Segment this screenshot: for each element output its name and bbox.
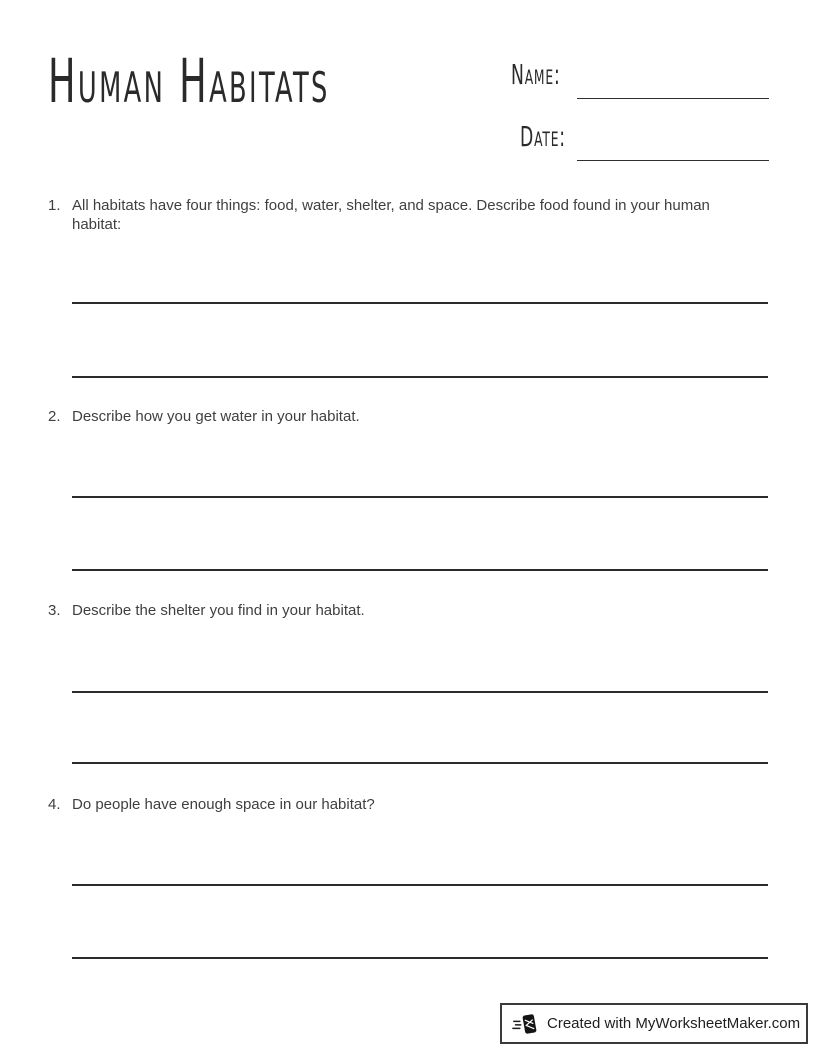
question-2-text: Describe how you get water in your habitat. (72, 408, 360, 425)
page-title: Human Habitats (48, 46, 330, 118)
question-4-answer-line-1[interactable] (72, 884, 768, 886)
question-2-answer-line-2[interactable] (72, 569, 768, 571)
question-3-answer-line-1[interactable] (72, 691, 768, 693)
question-2 (48, 407, 730, 426)
question-4-answer-line-2[interactable] (72, 957, 768, 959)
date-input-line[interactable] (577, 160, 769, 161)
question-1-answer-line-2[interactable] (72, 376, 768, 378)
question-1 (48, 196, 730, 234)
question-4 (48, 795, 730, 814)
question-3-text: Describe the shelter you find in your habitat. (72, 602, 365, 619)
flying-worksheet-icon (512, 1010, 540, 1038)
date-label: Date: (520, 121, 566, 153)
question-2-answer-line-1[interactable] (72, 496, 768, 498)
question-1-number: 1. (48, 197, 61, 214)
credit-text: Created with MyWorksheetMaker.com (547, 1015, 801, 1032)
question-1-answer-line-1[interactable] (72, 302, 768, 304)
question-3-number: 3. (48, 602, 61, 619)
credit-badge (500, 1003, 808, 1044)
question-4-text: Do people have enough space in our habitat? (72, 796, 375, 813)
name-label: Name: (511, 59, 561, 91)
question-4-number: 4. (48, 796, 61, 813)
question-3-answer-line-2[interactable] (72, 762, 768, 764)
question-3 (48, 601, 730, 620)
name-input-line[interactable] (577, 98, 769, 99)
question-1-text: All habitats have four things: food, water, shelter, and space. Describe food found in your human habitat: (72, 197, 710, 233)
question-2-number: 2. (48, 408, 61, 425)
